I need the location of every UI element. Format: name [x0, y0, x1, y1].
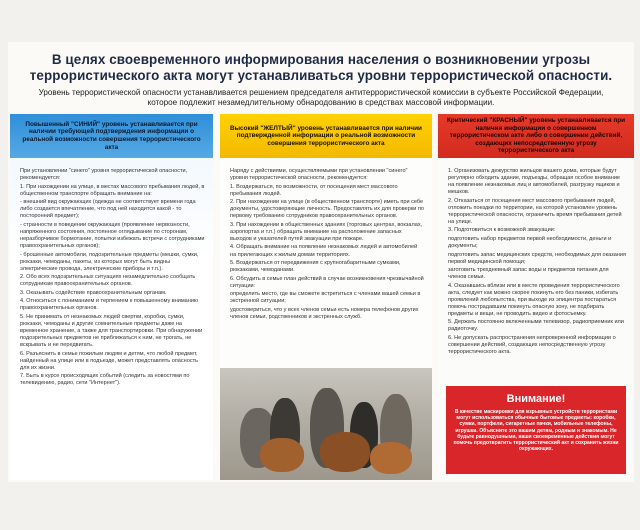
red-paragraph: 4. Оказавшись вблизи или в месте проведения террористического акта, следует как можно скорее покинуть его без паники, избегать проявлений любопытства, при выходе из эпицентра постараться помочь пострадавшим покинуть опасную зону, не подбирать предметы и вещи, не проводить видео и фотосъемку. — [448, 282, 620, 317]
poster — [8, 42, 634, 482]
blue-paragraph: При установлении "синего" уровня террористической опасности, рекомендуется: — [20, 168, 188, 182]
yellow-paragraph: 6. Обсудить в семье план действий в случае возникновения чрезвычайной ситуации: — [230, 275, 424, 289]
attention-notice-box — [446, 386, 626, 474]
blue-paragraph: 2. Обо всех подозрительных ситуациях незамедлительно сообщать сотрудникам правоохранительных органов. — [20, 274, 196, 288]
blue-paragraph: - странности в поведении окружающих (проявление нервозности, напряженного состояния, постоянное оглядывание по сторонам, неразборчивое бормотание, попытки избежать встречи с сотрудниками правоохранительных органов); — [20, 221, 205, 249]
red-paragraph: заготовить трехдневный запас воды и предметов питания для членов семьи. — [448, 267, 609, 281]
blue-paragraph: 3. Оказывать содействие правоохранительным органам. — [20, 289, 167, 296]
yellow-paragraph: 3. При нахождении в общественных зданиях (торговых центрах, вокзалах, аэропортах и т.п.) обращать внимание на расположение запасных выходов и указателей путей эвакуации при пожаре. — [230, 221, 423, 242]
yellow-level-header: Высокий "ЖЕЛТЫЙ" уровень устанавливается при наличии подтвержденной информации о реальной возможности совершения террористического акта — [220, 114, 432, 158]
blue-paragraph: 5. Не принимать от незнакомых людей свертки, коробки, сумки, рюкзаки, чемоданы и другие сомнительные предметы даже на временное хранение, а также для транспортировки. При обнаружении подозрительных предметов не приближаться к ним, не трогать, не вскрывать и не передвигать. — [20, 313, 203, 349]
yellow-paragraph: 1. Воздержаться, по возможности, от посещения мест массового пребывания людей. — [230, 183, 398, 197]
red-paragraph: 2. Отказаться от посещения мест массового пребывания людей, отложить поездки по территории, на которой установлен уровень террористической опасности, ограничить время пребывания детей на улице. — [448, 197, 622, 225]
blue-paragraph: 6. Разъяснить в семье пожилым людям и детям, что любой предмет, найденный на улице или в подъезде, может представлять опасность для их жизни. — [20, 350, 199, 371]
yellow-paragraph: Наряду с действиями, осуществляемыми при установлении "синего" уровня террористической опасности, рекомендуется: — [230, 168, 408, 182]
blue-paragraph: 7. Быть в курсе происходящих событий (следить за новостями по телевидению, радио, сети "Интернет"). — [20, 373, 190, 387]
blue-level-header: Повышенный "СИНИЙ" уровень устанавливается при наличии требующей подтверждения информации о реальной возможности совершения террористического акта — [10, 114, 213, 158]
blue-paragraph: - брошенные автомобили, подозрительные предметы (мешки, сумки, рюкзаки, чемоданы, пакеты, из которых могут быть видны электрические провода, электрические приборы и т.п.). — [20, 251, 199, 272]
yellow-level-body — [220, 158, 432, 321]
red-paragraph: подготовить набор предметов первой необходимости, деньги и документы; — [448, 235, 612, 249]
blue-paragraph: - внешний вид окружающих (одежда не соответствует времени года либо создается впечатление, что под ней находится какой - то посторонний предмет); — [20, 199, 196, 220]
attention-notice-text: В качестве маскировки для взрывных устройств террористами могут использоваться обычные бытовые предметы: коробки, сумки, портфели, сигаретные пачки, мобильные телефоны, игрушки. Объясните это вашим детям, родным и знакомым. Не будьте равнодушными, ваши своевременные действия могут помочь предотвратить террористический акт и сохранить жизни окружающих. — [453, 409, 619, 453]
yellow-paragraph: 5. Воздержаться от передвижения с крупногабаритными сумками, рюкзаками, чемоданами. — [230, 260, 401, 274]
red-paragraph: подготовить запас медицинских средств, необходимых для оказания первой медицинской помощи; — [448, 251, 626, 265]
red-level-body — [438, 158, 634, 356]
blue-paragraph: 1. При нахождении на улице, в местах массового пребывания людей, в общественном транспорте обращать внимание на: — [20, 183, 205, 197]
blue-level-body — [10, 158, 213, 387]
yellow-paragraph: удостовериться, что у всех членов семьи есть номера телефонов других членов семьи, родственников и экстренных служб. — [230, 306, 419, 320]
yellow-paragraph: 2. При нахождении на улице (в общественном транспорте) иметь при себе документы, удостоверяющие личность. Предоставлять их для проверки по первому требованию сотрудников правоохранительных органов. — [230, 199, 424, 220]
red-paragraph: 1. Организовать дежурство жильцов вашего дома, которые будут регулярно обходить здание, подъезды, обращая особое внимание на появление незнакомых лиц и автомобилей, разгрузку ящиков и мешков. — [448, 168, 620, 196]
page-subtitle: Уровень террористической опасности устанавливается решением председателя антитеррористической комиссии в субъекте Российской Федерации, которое подлежит незамедлительному обнародованию в средствах массовой информации. — [38, 88, 604, 107]
page-title: В целях своевременного информирования населения о возникновении угрозы террористического акта могут устанавливаться уровни террористической опасности. — [29, 52, 613, 83]
column-blue-level — [10, 114, 213, 480]
column-yellow-level — [220, 114, 432, 480]
yellow-paragraph: 4. Обращать внимание на появление незнакомых людей и автомобилей на прилегающих к жилым домам территориях. — [230, 244, 418, 258]
blue-paragraph: 4. Относиться с пониманием и терпением к повышенному вниманию правоохранительных органов. — [20, 298, 199, 312]
red-level-header: Критический "КРАСНЫЙ" уровень устанавливается при наличии информации о совершенном террористическом акте либо о совершении действий, создающих непосредственную угрозу террористического акта — [438, 114, 634, 158]
yellow-paragraph: определить место, где вы сможете встретиться с членами вашей семьи в экстренной ситуации; — [230, 291, 421, 305]
red-paragraph: 3. Подготовиться к возможной эвакуации: — [448, 227, 556, 234]
red-paragraph: 6. Не допускать распространения непроверенной информации о совершении действий, создающих непосредственную угрозу террористического акта. — [448, 335, 616, 356]
crowd-with-dogs-photo — [220, 368, 432, 480]
column-red-level — [438, 114, 634, 480]
attention-notice-title: Внимание! — [506, 393, 566, 405]
red-paragraph: 5. Держать постоянно включенными телевизор, радиоприемник или радиоточку. — [448, 319, 624, 333]
